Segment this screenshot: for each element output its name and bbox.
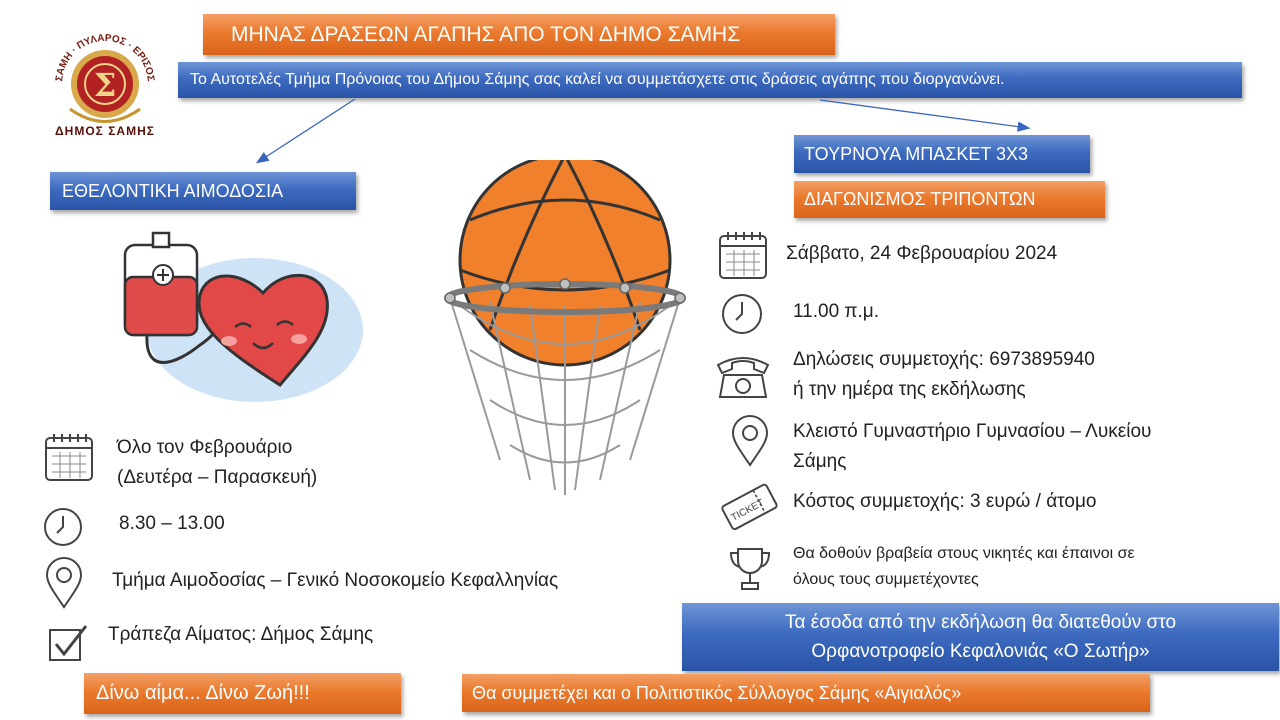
calendar-icon [716, 228, 770, 282]
blood-donation-heading: ΕΘΕΛΟΝΤΙΚΗ ΑΙΜΟΔΟΣΙΑ [50, 172, 356, 210]
blood-date-line2: (Δευτέρα – Παρασκευή) [117, 467, 318, 488]
blood-slogan: Δίνω αίμα... Δίνω Ζωή!!! [84, 673, 401, 714]
basket-time: 11.00 π.μ. [793, 301, 880, 322]
basket-venue [793, 417, 1151, 477]
venue-line1: Κλειστό Γυμναστήριο Γυμνασίου – Λυκείου [793, 421, 1152, 442]
clock-icon [720, 292, 764, 336]
invitation-banner: Το Αυτοτελές Τμήμα Πρόνοιας του Δήμου Σάμης σας καλεί να συμμετάσχετε στις δράσεις αγάπης που διοργανώνει. [178, 62, 1242, 98]
blood-bank: Τράπεζα Αίματος: Δήμος Σάμης [108, 624, 374, 645]
ticket-icon [718, 478, 780, 534]
telephone-icon [714, 349, 772, 401]
ticket-label: TICKET [729, 497, 767, 524]
registration-line1: Δηλώσεις συμμετοχής: 6973895940 [793, 349, 1095, 370]
clock-icon [42, 506, 84, 548]
three-point-contest-heading: ΔΙΑΓΩΝΙΣΜΟΣ ΤΡΙΠΟΝΤΩΝ [794, 181, 1105, 218]
association-banner: Θα συμμετέχει και ο Πολιτιστικός Σύλλογος Σάμης «Αιγιαλός» [462, 674, 1150, 712]
blood-location: Τμήμα Αιμοδοσίας – Γενικό Νοσοκομείο Κεφαλληνίας [112, 570, 559, 591]
blood-date [117, 433, 317, 493]
checkbox-icon [48, 622, 88, 662]
blood-time: 8.30 – 13.00 [119, 513, 225, 534]
basketball-hoop-illustration [430, 160, 700, 500]
logo-bottom-text: ΔΗΜΟΣ ΣΑΜΗΣ [55, 124, 155, 138]
calendar-icon [42, 430, 96, 484]
proceeds-banner [682, 603, 1279, 671]
location-pin-icon [731, 415, 769, 467]
logo-letter: Σ [93, 66, 117, 104]
trophy-icon [728, 545, 772, 595]
prizes-line2: όλους τους συμμετέχοντες [793, 571, 979, 588]
page-title: ΜΗΝΑΣ ΔΡΑΣΕΩΝ ΑΓΑΠΗΣ ΑΠΟ ΤΟΝ ΔΗΜΟ ΣΑΜΗΣ [203, 14, 835, 55]
prizes-line1: Θα δοθούν βραβεία στους νικητές και έπαινοι σε [793, 545, 1135, 562]
logo-ring-text: ΣΑΜΗ · ΠΥΛΑΡΟΣ · ΕΡΙΣΟΣ [54, 32, 156, 82]
registration-line2: ή την ημέρα της εκδήλωσης [793, 379, 1026, 400]
blood-heart-illustration [105, 225, 365, 405]
location-pin-icon [45, 557, 83, 609]
blood-date-line1: Όλο τον Φεβρουάριο [117, 437, 293, 458]
basket-prizes [793, 541, 1135, 593]
proceeds-line1: Τα έσοδα από την εκδήλωση θα διατεθούν στο [784, 612, 1177, 633]
basket-cost: Κόστος συμμετοχής: 3 ευρώ / άτομο [793, 491, 1097, 512]
proceeds-line2: Ορφανοτροφείο Κεφαλονιάς «Ο Σωτήρ» [811, 641, 1150, 662]
basket-date: Σάββατο, 24 Φεβρουαρίου 2024 [786, 243, 1058, 264]
basket-registration [793, 345, 1095, 405]
venue-line2: Σάμης [793, 451, 847, 472]
basket-tournament-heading: ΤΟΥΡΝΟΥΑ ΜΠΑΣΚΕΤ 3Χ3 [794, 135, 1090, 173]
